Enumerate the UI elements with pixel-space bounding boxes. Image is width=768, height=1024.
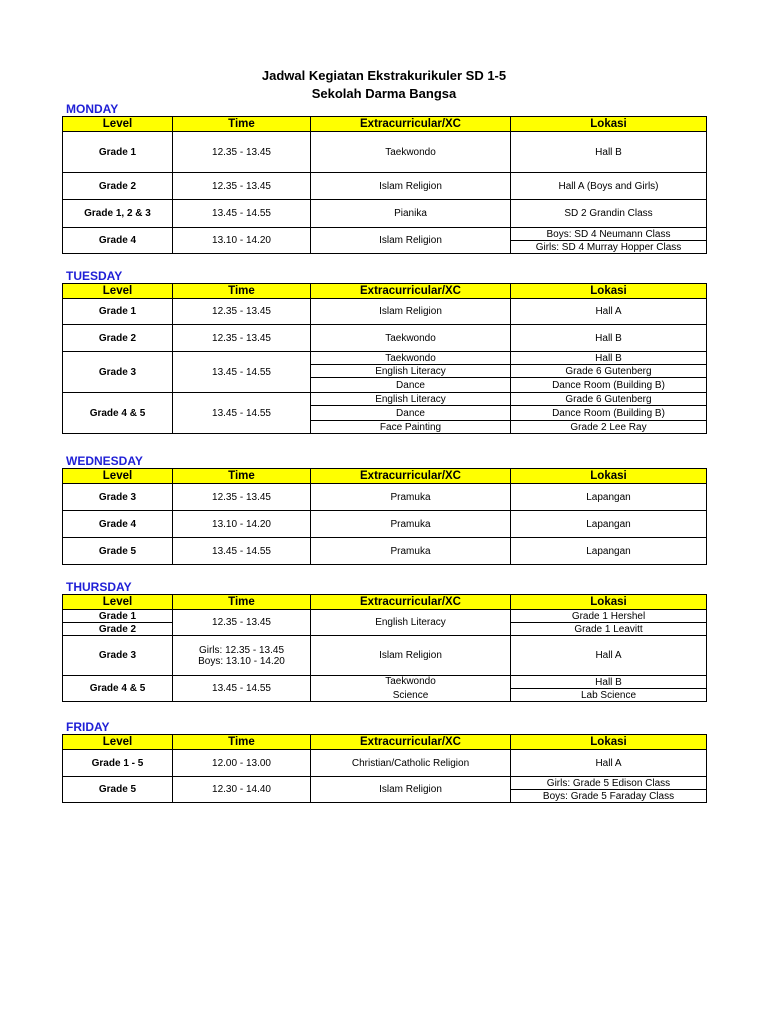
cell-level: Grade 1 (63, 299, 173, 325)
cell-extracurricular: Pianika (311, 200, 511, 228)
cell-level: Grade 3 (63, 636, 173, 676)
cell-time: 13.45 - 14.55 (173, 393, 311, 434)
table-row (63, 173, 707, 200)
cell-time: 13.10 - 14.20 (173, 228, 311, 254)
table-row (63, 325, 707, 352)
cell-time: 12.35 - 13.45 (173, 484, 311, 511)
cell-extracurricular: Taekwondo (311, 132, 511, 173)
cell-level: Grade 4 & 5 (63, 676, 173, 702)
cell-extracurricular: Taekwondo (311, 352, 511, 365)
day-label-friday: FRIDAY (66, 720, 110, 734)
cell-extracurricular: Islam Religion (311, 299, 511, 325)
cell-time: 12.35 - 13.45 (173, 299, 311, 325)
cell-time: 12.35 - 13.45 (173, 325, 311, 352)
header-level: Level (63, 595, 173, 610)
cell-time: 13.45 - 14.55 (173, 352, 311, 393)
schedule-table-friday (62, 734, 707, 803)
cell-extracurricular: Islam Religion (311, 636, 511, 676)
table-row (63, 777, 707, 790)
cell-level: Grade 1 (63, 132, 173, 173)
header-lokasi: Lokasi (511, 735, 707, 750)
cell-level: Grade 5 (63, 777, 173, 803)
cell-time: 13.10 - 14.20 (173, 511, 311, 538)
header-time: Time (173, 284, 311, 299)
cell-time: 13.45 - 14.55 (173, 538, 311, 565)
schedule-table-thursday (62, 594, 707, 702)
cell-extracurricular: Face Painting (311, 421, 511, 434)
table-row (63, 750, 707, 777)
header-time: Time (173, 735, 311, 750)
page-title: Jadwal Kegiatan Ekstrakurikuler SD 1-5 (261, 68, 507, 83)
cell-extracurricular: English Literacy (311, 365, 511, 378)
header-level: Level (63, 735, 173, 750)
cell-lokasi: Dance Room (Building B) (511, 406, 707, 421)
cell-level: Grade 4 (63, 511, 173, 538)
header-extracurricular: Extracurricular/XC (311, 735, 511, 750)
schedule-table-monday (62, 116, 707, 254)
cell-level: Grade 1 - 5 (63, 750, 173, 777)
cell-lokasi: Dance Room (Building B) (511, 378, 707, 393)
cell-extracurricular: Islam Religion (311, 228, 511, 254)
day-label-thursday: THURSDAY (66, 580, 132, 594)
day-label-wednesday: WEDNESDAY (66, 454, 143, 468)
cell-lokasi: Girls: SD 4 Murray Hopper Class (511, 241, 707, 254)
cell-level: Grade 3 (63, 484, 173, 511)
header-lokasi: Lokasi (511, 284, 707, 299)
cell-lokasi: Lab Science (511, 689, 707, 702)
cell-time-boys: Boys: 13.10 - 14.20 (198, 655, 285, 667)
cell-lokasi: Hall A (511, 636, 707, 676)
cell-xc-science: Science (392, 690, 429, 701)
cell-lokasi: Hall A (Boys and Girls) (511, 173, 707, 200)
table-header-row (63, 117, 707, 132)
table-row (63, 676, 707, 689)
table-row (63, 299, 707, 325)
cell-extracurricular: English Literacy (311, 610, 511, 636)
header-time: Time (173, 117, 311, 132)
cell-extracurricular: Taekwondo (311, 325, 511, 352)
cell-extracurricular: Pramuka (311, 511, 511, 538)
cell-lokasi: Grade 1 Leavitt (511, 623, 707, 636)
page-subtitle: Sekolah Darma Bangsa (311, 86, 457, 101)
cell-lokasi: Hall B (511, 352, 707, 365)
header-level: Level (63, 469, 173, 484)
table-header-row (63, 284, 707, 299)
cell-lokasi: Lapangan (511, 511, 707, 538)
table-row (63, 132, 707, 173)
header-lokasi: Lokasi (511, 117, 707, 132)
header-level: Level (63, 284, 173, 299)
cell-extracurricular: Dance (311, 406, 511, 421)
cell-lokasi: Boys: SD 4 Neumann Class (511, 228, 707, 241)
cell-lokasi: Girls: Grade 5 Edison Class (511, 777, 707, 790)
cell-extracurricular: Islam Religion (311, 777, 511, 803)
header-extracurricular: Extracurricular/XC (311, 595, 511, 610)
cell-time-girls: Girls: 12.35 - 13.45 (198, 644, 285, 656)
cell-lokasi: SD 2 Grandin Class (511, 200, 707, 228)
cell-lokasi: Grade 6 Gutenberg (511, 393, 707, 406)
header-level: Level (63, 117, 173, 132)
cell-extracurricular: English Literacy (311, 393, 511, 406)
header-time: Time (173, 595, 311, 610)
header-extracurricular: Extracurricular/XC (311, 284, 511, 299)
cell-extracurricular: Dance (311, 378, 511, 393)
cell-level: Grade 2 (63, 623, 173, 636)
cell-level: Grade 4 & 5 (63, 393, 173, 434)
table-header-row (63, 735, 707, 750)
cell-lokasi: Grade 1 Hershel (511, 610, 707, 623)
table-row (63, 538, 707, 565)
schedule-table-wednesday (62, 468, 707, 565)
table-row (63, 484, 707, 511)
table-header-row (63, 595, 707, 610)
day-label-monday: MONDAY (66, 102, 119, 116)
cell-lokasi: Grade 6 Gutenberg (511, 365, 707, 378)
day-label-tuesday: TUESDAY (66, 269, 123, 283)
cell-lokasi: Hall A (511, 299, 707, 325)
table-row (63, 393, 707, 406)
cell-lokasi: Hall B (511, 132, 707, 173)
cell-extracurricular: Pramuka (311, 538, 511, 565)
header-lokasi: Lokasi (511, 469, 707, 484)
table-header-row (63, 469, 707, 484)
cell-time: 12.35 - 13.45 (173, 173, 311, 200)
cell-time: 13.45 - 14.55 (173, 200, 311, 228)
table-row (63, 352, 707, 365)
table-row (63, 228, 707, 241)
cell-level: Grade 1 (63, 610, 173, 623)
cell-extracurricular: Pramuka (311, 484, 511, 511)
cell-level: Grade 2 (63, 173, 173, 200)
cell-lokasi: Hall B (511, 325, 707, 352)
cell-time (173, 636, 311, 676)
cell-level: Grade 5 (63, 538, 173, 565)
cell-level: Grade 1, 2 & 3 (63, 200, 173, 228)
cell-time: 13.45 - 14.55 (173, 676, 311, 702)
cell-lokasi: Hall A (511, 750, 707, 777)
cell-level: Grade 3 (63, 352, 173, 393)
cell-extracurricular: Islam Religion (311, 173, 511, 200)
table-row (63, 610, 707, 623)
table-row (63, 636, 707, 676)
header-time: Time (173, 469, 311, 484)
cell-xc-taekwondo: Taekwondo (385, 676, 436, 687)
header-extracurricular: Extracurricular/XC (311, 117, 511, 132)
cell-time: 12.30 - 14.40 (173, 777, 311, 803)
cell-level: Grade 4 (63, 228, 173, 254)
table-row (63, 200, 707, 228)
header-extracurricular: Extracurricular/XC (311, 469, 511, 484)
cell-extracurricular (311, 676, 511, 702)
cell-lokasi: Boys: Grade 5 Faraday Class (511, 790, 707, 803)
schedule-table-tuesday (62, 283, 707, 434)
cell-extracurricular: Christian/Catholic Religion (311, 750, 511, 777)
cell-lokasi: Hall B (511, 676, 707, 689)
cell-lokasi: Lapangan (511, 484, 707, 511)
cell-lokasi: Lapangan (511, 538, 707, 565)
cell-time: 12.35 - 13.45 (173, 610, 311, 636)
header-lokasi: Lokasi (511, 595, 707, 610)
cell-level: Grade 2 (63, 325, 173, 352)
cell-time: 12.35 - 13.45 (173, 132, 311, 173)
cell-time: 12.00 - 13.00 (173, 750, 311, 777)
table-row (63, 511, 707, 538)
cell-lokasi: Grade 2 Lee Ray (511, 421, 707, 434)
